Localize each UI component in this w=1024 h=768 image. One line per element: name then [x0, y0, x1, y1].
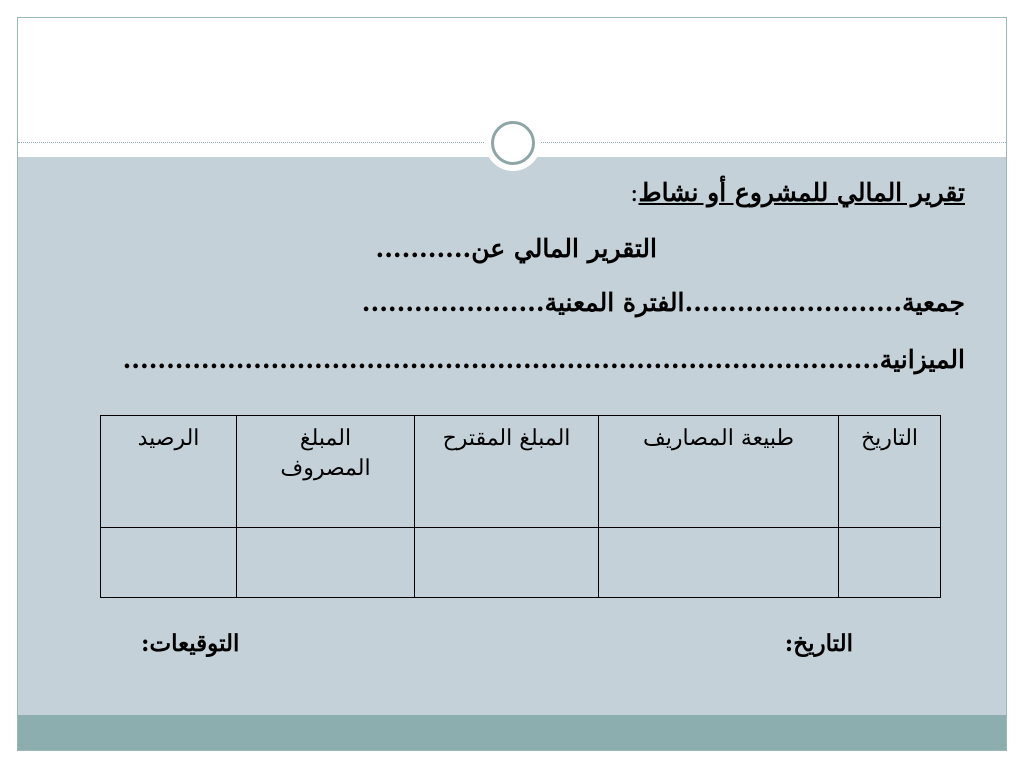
cell-date: [839, 528, 941, 598]
circle-ornament-icon: [485, 115, 541, 171]
report-title-text: تقرير المالي للمشروع أو نشاط: [638, 178, 965, 207]
ornament-ring: [491, 121, 535, 165]
report-title-colon: :: [630, 178, 639, 207]
association-period-line: جمعية.........................الفترة المعنية.....................: [361, 288, 965, 317]
footer-signatures-label: التوقيعات:: [141, 630, 240, 657]
report-about-line: التقرير المالي عن...........: [375, 234, 657, 263]
header-balance: الرصيد: [101, 416, 237, 528]
report-title: [630, 176, 965, 210]
cell-spent-amount: [237, 528, 415, 598]
cell-balance: [101, 528, 237, 598]
cell-proposed-amount: [415, 528, 599, 598]
table-row: [101, 528, 941, 598]
cell-expense-type: [599, 528, 839, 598]
header-date: التاريخ: [839, 416, 941, 528]
header-proposed-amount: المبلغ المقترح: [415, 416, 599, 528]
financial-report-table: [100, 415, 941, 598]
slide-footer-band: [18, 715, 1006, 751]
header-spent-amount: المبلغ المصروف: [237, 416, 415, 528]
budget-line: الميزانية.......................................................................................: [122, 345, 965, 374]
footer-date-label: التاريخ:: [784, 630, 853, 657]
table-header-row: [101, 416, 941, 528]
header-expense-type: طبيعة المصاريف: [599, 416, 839, 528]
